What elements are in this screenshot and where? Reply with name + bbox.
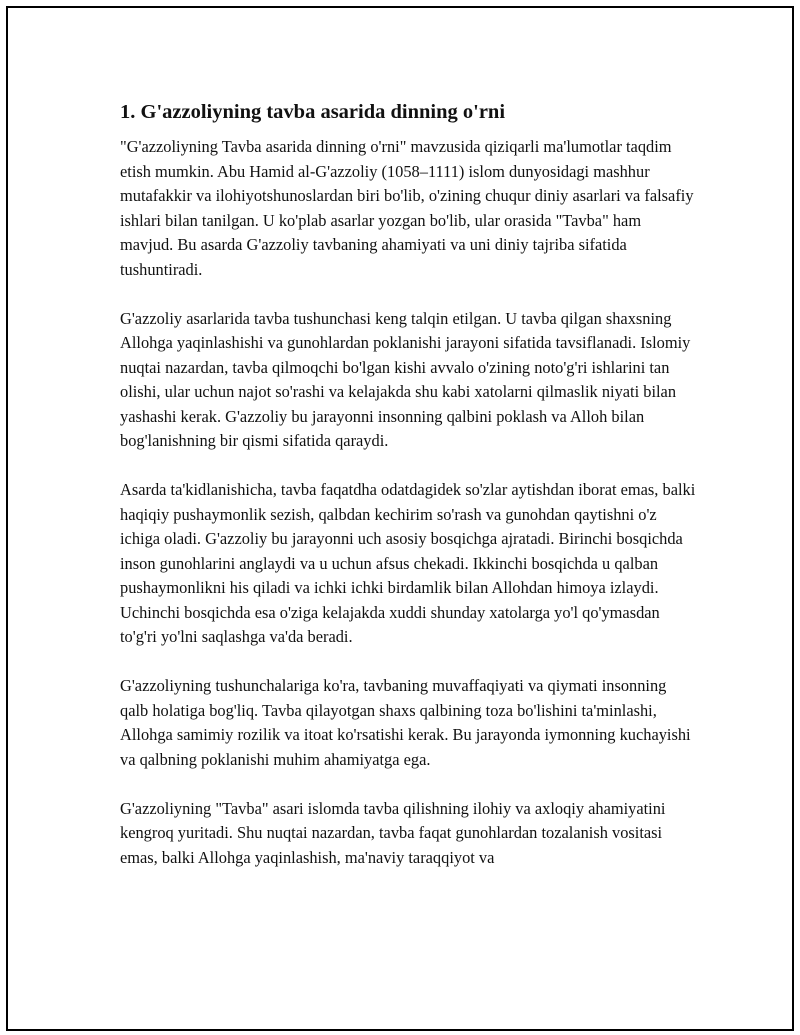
- page-content: [120, 99, 696, 870]
- paragraph-3: Asarda ta'kidlanishicha, tavba faqatdha odatdagidek so'zlar aytishdan iborat emas, balki haqiqiy pushaymonlik sezish, qalbdan kechirim so'rash va gunohdan qaytishni o'z ichiga oladi. G'azzoliy bu jarayonni uch asosiy bosqichga ajratadi. Birinchi bosqichda inson gunohlarini anglaydi va u uchun afsus chekadi. Ikkinchi bosqichda u qalban pushaymonlikni his qiladi va ichki ichki birdamlik bilan Allohdan himoya izlaydi. Uchinchi bosqichda esa o'ziga kelajakda xuddi shunday xatolarga yo'l qo'ymasdan to'g'ri yo'lni saqlashga va'da beradi.: [120, 480, 696, 646]
- paragraph-4: G'azzoliyning tushunchalariga ko'ra, tavbaning muvaffaqiyati va qiymati insonning qalb holatiga bog'liq. Tavba qilayotgan shaxs qalbining toza bo'lishini ta'minlashi, Allohga samimiy rozilik va itoat ko'rsatishi kerak. Bu jarayonda iymonning kuchayishi va qalbning poklanishi muhim ahamiyatga ega.: [120, 676, 691, 769]
- paragraph-2: G'azzoliy asarlarida tavba tushunchasi keng talqin etilgan. U tavba qilgan shaxsning Allohga yaqinlashishi va gunohlardan poklanishi jarayoni sifatida tavsiflanadi. Islomiy nuqtai nazardan, tavba qilmoqchi bo'lgan kishi avvalo o'zining noto'g'ri ishlarini tan olishi, ular uchun najot so'rashi va kelajakda shu kabi xatolarni qilmaslik niyati bilan yashashi kerak. G'azzoliy bu jarayonni insonning qalbini poklash va Alloh bilan bog'lanishning bir qismi sifatida qaraydi.: [120, 308, 691, 450]
- paragraph-5: G'azzoliyning "Tavba" asari islomda tavba qilishning ilohiy va axloqiy ahamiyatini kengroq yuritadi. Shu nuqtai nazardan, tavba faqat gunohlardan tozalanish vositasi emas, balki Allohga yaqinlashish, ma'naviy taraqqiyot va: [120, 798, 666, 867]
- section-heading: 1. G'azzoliyning tavba asarida dinning o'rni: [120, 101, 506, 123]
- paragraph-1: "G'azzoliyning Tavba asarida dinning o'rni" mavzusida qiziqarli ma'lumotlar taqdim etish mumkin. Abu Hamid al-G'azzoliy (1058–1111) islom dunyosidagi mashhur mutafakkir va ilohiyotshunoslardan biri bo'lib, o'zining chuqur diniy asarlari va falsafiy ishlari bilan tanilgan. U ko'plab asarlar yozgan bo'lib, ular orasida "Tavba" ham mavjud. Bu asarda G'azzoliy tavbaning ahamiyati va uni diniy tajriba sifatida tushuntiradi.: [120, 137, 694, 279]
- document-page: [6, 6, 794, 1031]
